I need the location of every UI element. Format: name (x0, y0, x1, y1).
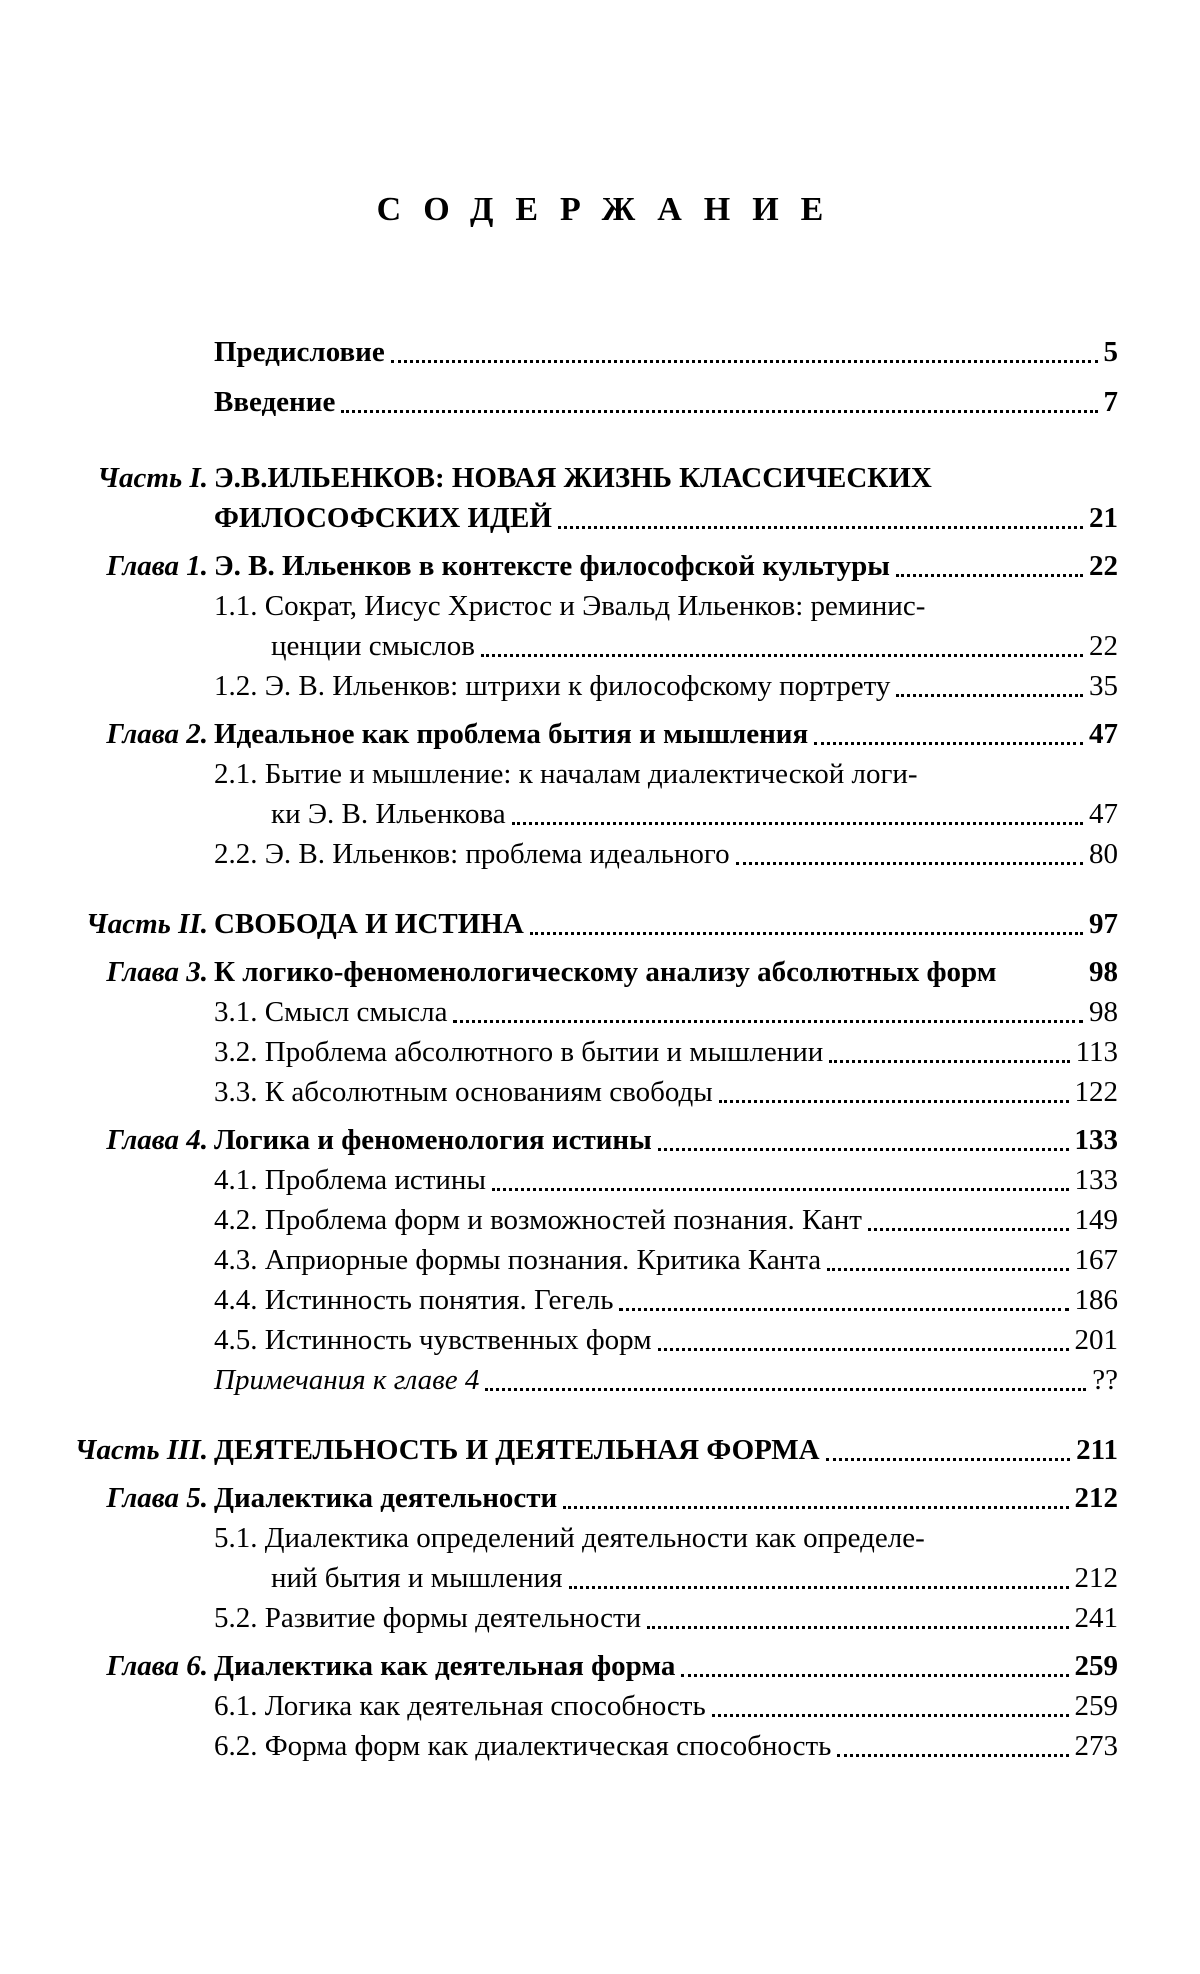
leader-dots (829, 1060, 1069, 1063)
toc-section-2-1-line2[interactable] (0, 794, 1200, 834)
toc-part-1-line2[interactable] (0, 498, 1200, 538)
chapter-title: Идеальное как проблема бытия и мышления (214, 714, 808, 754)
toc-section-4-3[interactable] (0, 1240, 1200, 1280)
entry-title: Предисловие (214, 332, 385, 372)
section-title-continued: ки Э. В. Ильенкова (214, 794, 506, 834)
leader-dots (569, 1586, 1069, 1589)
section-title-continued: ний бытия и мышления (214, 1558, 563, 1598)
page-number: 98 (1089, 952, 1118, 992)
toc-section-3-2[interactable] (0, 1032, 1200, 1072)
section-title: 6.2. Форма форм как диалектическая способность (214, 1726, 831, 1766)
part-label: Часть I. (97, 458, 208, 498)
leader-dots (492, 1188, 1069, 1191)
toc-entry-preface[interactable] (0, 332, 1200, 372)
toc-section-5-1-line2[interactable] (0, 1558, 1200, 1598)
page-number: ?? (1092, 1360, 1118, 1400)
leader-dots (837, 1754, 1068, 1757)
page-number: 22 (1089, 626, 1118, 666)
leader-dots (868, 1228, 1069, 1231)
page-number: 47 (1089, 794, 1118, 834)
page-number: 35 (1089, 666, 1118, 706)
section-title: 3.3. К абсолютным основаниям свободы (214, 1072, 713, 1112)
page-number: 122 (1075, 1072, 1119, 1112)
section-title: 2.2. Э. В. Ильенков: проблема идеального (214, 834, 730, 874)
toc-chapter-1[interactable] (0, 546, 1200, 586)
toc-chapter-3[interactable] (0, 952, 1200, 992)
toc-section-5-2[interactable] (0, 1598, 1200, 1638)
toc-chapter-2[interactable] (0, 714, 1200, 754)
chapter-title: Э. В. Ильенков в контексте философской культуры (214, 546, 890, 586)
page-number: 80 (1089, 834, 1118, 874)
toc-section-6-1[interactable] (0, 1686, 1200, 1726)
section-title: 1.2. Э. В. Ильенков: штрихи к философскому портрету (214, 666, 890, 706)
page-number: 21 (1089, 498, 1118, 538)
leader-dots (719, 1100, 1069, 1103)
leader-dots (896, 694, 1083, 697)
leader-dots (512, 822, 1083, 825)
leader-dots (814, 742, 1083, 745)
page-number: 259 (1075, 1646, 1119, 1686)
toc-section-6-2[interactable] (0, 1726, 1200, 1766)
leader-dots (453, 1020, 1083, 1023)
part-label: Часть II. (86, 904, 208, 944)
leader-dots (658, 1148, 1069, 1151)
leader-dots (827, 1268, 1068, 1271)
chapter-title: Диалектика как деятельная форма (214, 1646, 675, 1686)
toc-chapter-4[interactable] (0, 1120, 1200, 1160)
section-title: 4.2. Проблема форм и возможностей познания. Кант (214, 1200, 862, 1240)
section-title: 1.1. Сократ, Иисус Христос и Эвальд Ильенков: реминис- (214, 586, 925, 626)
page-number: 133 (1075, 1120, 1119, 1160)
toc-entry-introduction[interactable] (0, 382, 1200, 422)
section-title: 3.1. Смысл смысла (214, 992, 447, 1032)
section-title: 5.2. Развитие формы деятельности (214, 1598, 641, 1638)
toc-section-1-1-line1[interactable] (0, 586, 1200, 626)
page-number: 47 (1089, 714, 1118, 754)
page-number: 22 (1089, 546, 1118, 586)
page-number: 113 (1076, 1032, 1118, 1072)
toc-part-2[interactable] (0, 904, 1200, 944)
section-title-continued: ценции смыслов (214, 626, 475, 666)
section-title: 2.1. Бытие и мышление: к началам диалектической логи- (214, 754, 918, 794)
toc-section-4-1[interactable] (0, 1160, 1200, 1200)
page-number: 212 (1075, 1478, 1119, 1518)
leader-dots (485, 1388, 1086, 1391)
chapter-title: Диалектика деятельности (214, 1478, 557, 1518)
page-number: 149 (1075, 1200, 1119, 1240)
chapter-label: Глава 6. (106, 1646, 208, 1686)
toc-part-1-line1[interactable] (0, 458, 1200, 498)
toc-section-5-1-line1[interactable] (0, 1518, 1200, 1558)
section-title: 3.2. Проблема абсолютного в бытии и мышлении (214, 1032, 823, 1072)
part-title-continued: ФИЛОСОФСКИХ ИДЕЙ (214, 498, 552, 538)
part-title: Э.В.ИЛЬЕНКОВ: НОВАЯ ЖИЗНЬ КЛАССИЧЕСКИХ (214, 458, 932, 498)
section-title: 4.1. Проблема истины (214, 1160, 486, 1200)
entry-title: Введение (214, 382, 335, 422)
leader-dots (712, 1714, 1069, 1717)
toc-section-4-5[interactable] (0, 1320, 1200, 1360)
toc-notes-chapter-4[interactable] (0, 1360, 1200, 1400)
page-number: 5 (1104, 332, 1119, 372)
page-number: 212 (1075, 1558, 1119, 1598)
leader-dots (341, 410, 1097, 413)
part-label: Часть III. (75, 1430, 208, 1470)
page-number: 7 (1104, 382, 1119, 422)
toc-section-3-3[interactable] (0, 1072, 1200, 1112)
leader-dots (896, 574, 1083, 577)
leader-dots (563, 1506, 1068, 1509)
chapter-label: Глава 2. (106, 714, 208, 754)
leader-dots (481, 654, 1083, 657)
section-title: 4.4. Истинность понятия. Гегель (214, 1280, 613, 1320)
toc-section-2-2[interactable] (0, 834, 1200, 874)
leader-dots (558, 526, 1083, 529)
page-number: 273 (1075, 1726, 1119, 1766)
section-title: 4.3. Априорные формы познания. Критика Канта (214, 1240, 821, 1280)
part-title: СВОБОДА И ИСТИНА (214, 904, 524, 944)
page-number: 98 (1089, 992, 1118, 1032)
section-title: 6.1. Логика как деятельная способность (214, 1686, 706, 1726)
chapter-label: Глава 4. (106, 1120, 208, 1160)
page-number: 241 (1075, 1598, 1119, 1638)
toc-chapter-6[interactable] (0, 1646, 1200, 1686)
section-title: 4.5. Истинность чувственных форм (214, 1320, 652, 1360)
chapter-title: Логика и феноменология истины (214, 1120, 652, 1160)
leader-dots (391, 360, 1098, 363)
page-number: 186 (1075, 1280, 1119, 1320)
toc-section-3-1[interactable] (0, 992, 1200, 1032)
table-of-contents (0, 332, 1200, 1766)
chapter-title: К логико-феноменологическому анализу абсолютных форм (214, 952, 996, 992)
toc-section-2-1-line1[interactable] (0, 754, 1200, 794)
chapter-label: Глава 5. (106, 1478, 208, 1518)
leader-dots (647, 1626, 1068, 1629)
leader-dots (530, 932, 1083, 935)
chapter-label: Глава 1. (106, 546, 208, 586)
leader-dots (736, 862, 1083, 865)
page-number: 97 (1089, 904, 1118, 944)
leader-dots (658, 1348, 1069, 1351)
part-title: ДЕЯТЕЛЬНОСТЬ И ДЕЯТЕЛЬНАЯ ФОРМА (214, 1430, 820, 1470)
section-title: 5.1. Диалектика определений деятельности как определе- (214, 1518, 925, 1558)
notes-title: Примечания к главе 4 (214, 1360, 479, 1400)
page-title: СОДЕРЖАНИЕ (0, 190, 1200, 230)
toc-section-4-2[interactable] (0, 1200, 1200, 1240)
toc-section-4-4[interactable] (0, 1280, 1200, 1320)
page-number: 201 (1075, 1320, 1119, 1360)
page-number: 167 (1075, 1240, 1119, 1280)
page-number: 133 (1075, 1160, 1119, 1200)
chapter-label: Глава 3. (106, 952, 208, 992)
leader-dots (826, 1458, 1070, 1461)
toc-section-1-1-line2[interactable] (0, 626, 1200, 666)
toc-chapter-5[interactable] (0, 1478, 1200, 1518)
toc-section-1-2[interactable] (0, 666, 1200, 706)
leader-dots (619, 1308, 1068, 1311)
leader-dots (681, 1674, 1068, 1677)
toc-part-3[interactable] (0, 1430, 1200, 1470)
page-number: 259 (1075, 1686, 1119, 1726)
page-number: 211 (1076, 1430, 1118, 1470)
